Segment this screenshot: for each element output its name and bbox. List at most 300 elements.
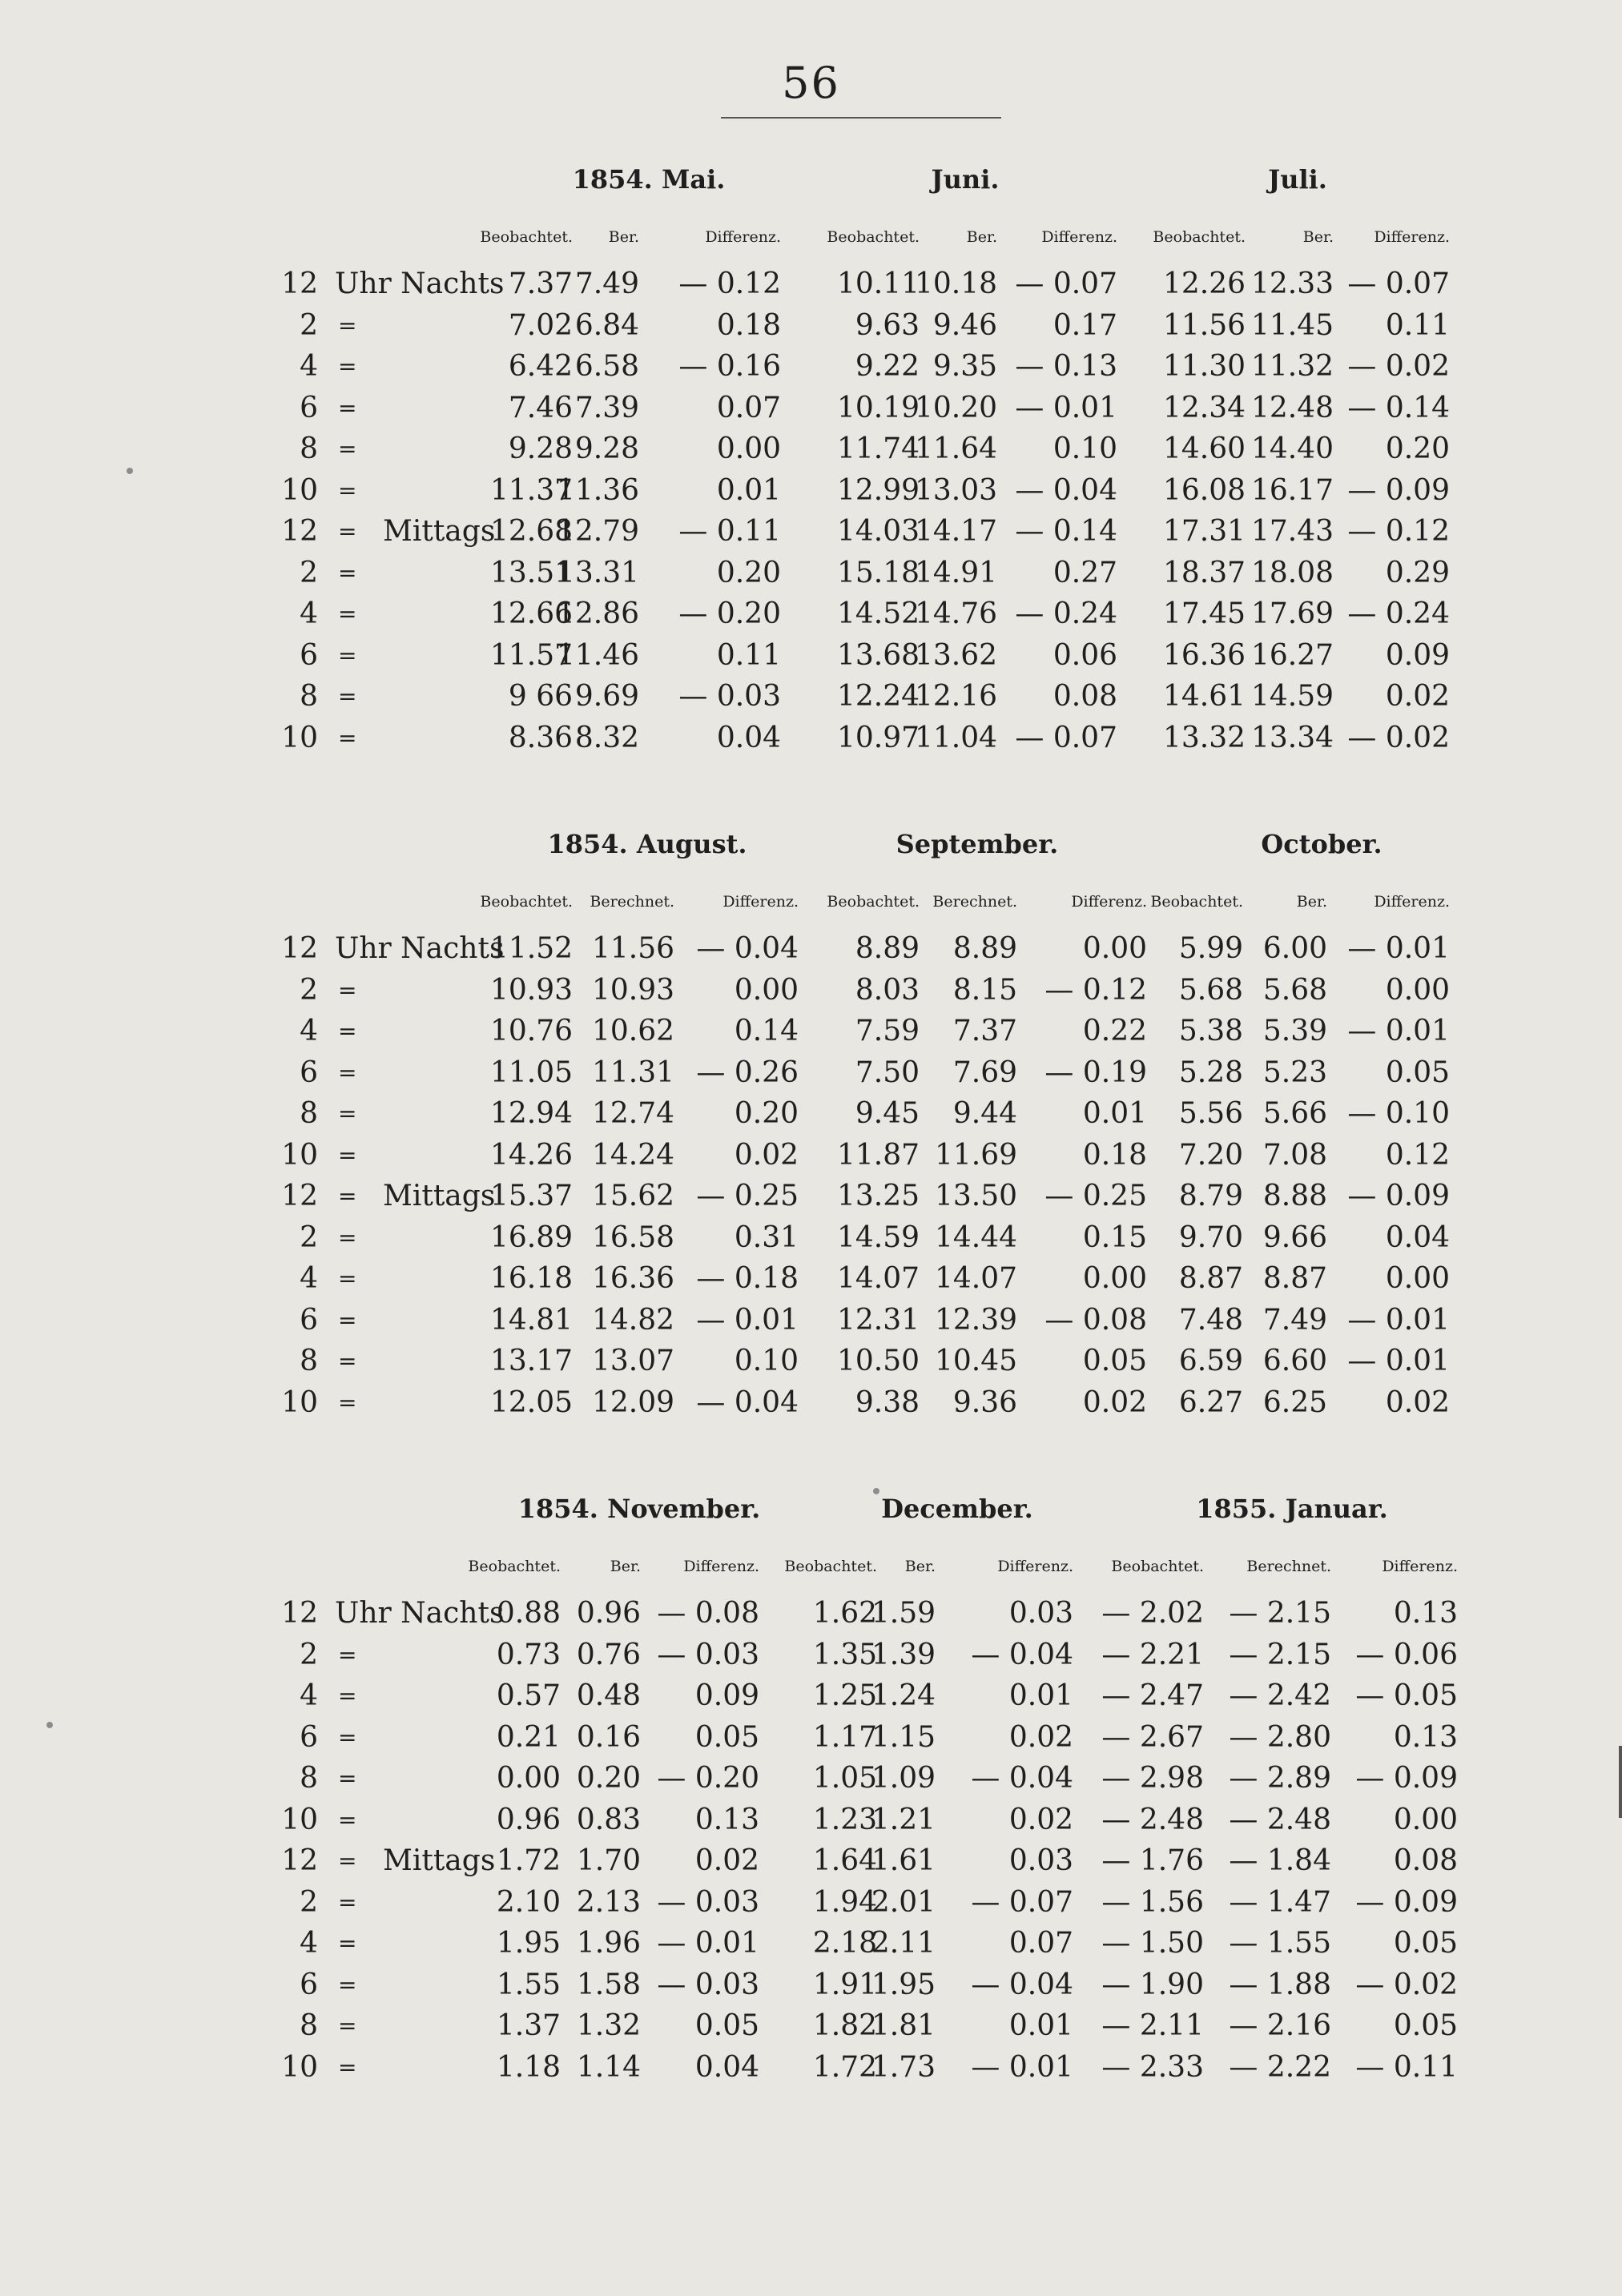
table-row [0,1053,1622,1095]
cell-obs: 1.05 [812,1762,877,1795]
cell-obs: 12.26 [1162,267,1246,300]
cell-ber: 5.66 [1262,1097,1327,1130]
hour-label: 10 [281,2050,318,2084]
cell-obs: — 2.48 [1101,1803,1204,1836]
table-row [0,264,1622,306]
cell-obs: — 2.47 [1101,1679,1204,1712]
cell-obs: 5.38 [1178,1015,1243,1047]
cell-obs: 15.37 [489,1180,573,1212]
cell-diff: 0.11 [716,638,781,672]
cell-ber: 1.70 [576,1844,641,1877]
cell-obs: — 2.11 [1101,2009,1204,2042]
cell-diff: 0.14 [734,1015,799,1047]
table-row [0,1841,1622,1883]
cell-ber: 14.59 [1250,680,1334,713]
cell-obs: 6.27 [1178,1385,1243,1419]
cell-diff: 0.07 [1008,1927,1073,1960]
ditto-mark: = [338,476,357,504]
cell-diff: — 0.12 [1347,515,1450,548]
ditto-mark: = [338,1183,357,1209]
speck-mark [127,468,133,474]
cell-diff: — 0.20 [657,1762,759,1795]
cell-ber: 6.84 [574,308,639,342]
cell-diff: — 0.24 [1347,597,1450,630]
cell-diff: — 0.01 [1347,1303,1450,1337]
cell-obs: 13.32 [1162,721,1246,754]
cell-diff: 0.01 [1082,1097,1147,1130]
cell-ber: 7.37 [952,1015,1017,1047]
cell-obs: 7.50 [855,1056,920,1089]
hour-label: 6 [300,1056,318,1089]
cell-diff: — 0.01 [657,1927,759,1960]
cell-ber: 13.07 [591,1345,674,1377]
hour-label: 6 [300,1720,318,1754]
month-heading: 1854. Mai. [572,164,726,195]
cell-diff: — 0.20 [678,597,781,630]
cell-diff: — 0.03 [657,1968,759,2001]
hour-label: 4 [300,1262,318,1295]
hour-label: 6 [300,391,318,424]
cell-obs: 9.28 [508,432,573,465]
column-header-ber: Berechnet. [1246,1558,1331,1575]
cell-diff: — 0.04 [696,932,799,965]
cell-diff: 0.05 [694,2009,759,2042]
column-header-obs: Beobachtet. [1150,893,1243,911]
cell-diff: 0.09 [1385,638,1450,672]
column-header-ber: Ber. [1302,228,1334,246]
cell-ber: 18.08 [1250,556,1334,589]
table-row [0,1594,1622,1635]
cell-diff: 0.10 [1052,432,1117,465]
cell-obs: 13.17 [489,1345,573,1377]
cell-ber: 9.46 [932,308,997,342]
cell-diff: 0.02 [1082,1385,1147,1419]
cell-obs: 8.87 [1178,1262,1243,1295]
cell-obs: 9.70 [1178,1220,1243,1254]
cell-obs: 0.73 [496,1638,561,1671]
cell-ber: 10.20 [914,391,997,424]
cell-ber: 7.39 [574,391,639,424]
cell-diff: 0.05 [1082,1345,1147,1377]
cell-ber: 12.48 [1250,391,1334,424]
cell-diff: — 0.04 [1015,473,1117,507]
mittags-label: Mittags [383,1180,496,1212]
ditto-mark: = [338,1389,357,1416]
cell-diff: 0.08 [1393,1844,1458,1877]
cell-obs: 17.45 [1162,597,1246,630]
cell-ber: 0.96 [576,1597,641,1630]
cell-obs: 13.68 [836,638,920,672]
month-heading: 1854. November. [517,1494,761,1524]
cell-ber: 17.43 [1250,515,1334,548]
table-row [0,1259,1622,1301]
cell-ber: 16.17 [1250,473,1334,507]
cell-diff: — 0.18 [696,1262,799,1295]
cell-diff: 0.18 [1082,1138,1147,1172]
cell-ber: 12.79 [556,515,639,548]
column-header-diff: Differenz. [1374,228,1450,246]
cell-ber: 7.69 [952,1056,1017,1089]
cell-obs: 1.95 [496,1927,561,1960]
cell-ber: 1.24 [871,1679,936,1712]
cell-obs: — 2.21 [1101,1638,1204,1671]
cell-obs: 9 66 [508,680,573,713]
cell-diff: — 0.25 [696,1180,799,1212]
cell-ber: 0.48 [576,1679,641,1712]
column-header-diff: Differenz. [683,1558,759,1575]
table-row [0,1094,1622,1136]
column-header-obs: Beobachtet. [1153,228,1246,246]
cell-ber: 1.14 [576,2050,641,2084]
cell-diff: — 0.07 [971,1885,1073,1919]
cell-diff: — 0.14 [1015,515,1117,548]
cell-ber: 1.73 [871,2050,936,2084]
cell-ber: 16.27 [1250,638,1334,672]
cell-obs: 16.89 [489,1220,573,1254]
cell-diff: — 0.04 [971,1968,1073,2001]
cell-ber: — 1.84 [1229,1844,1331,1877]
cell-ber: 6.25 [1262,1385,1327,1419]
cell-ber: 14.91 [914,556,997,589]
cell-ber: 12.39 [934,1303,1017,1337]
cell-ber: 11.56 [591,932,674,965]
column-header-diff: Differenz. [722,893,799,911]
cell-diff: 0.13 [1393,1597,1458,1630]
ditto-mark: = [338,1141,357,1168]
cell-diff: — 0.02 [1355,1968,1458,2001]
cell-diff: — 0.04 [696,1385,799,1419]
month-heading: October. [1261,829,1383,859]
column-header-diff: Differenz. [705,228,781,246]
cell-diff: — 0.04 [971,1638,1073,1671]
ditto-mark: = [338,2013,357,2039]
cell-ber: — 1.55 [1229,1927,1331,1960]
hour-label: 4 [300,1015,318,1047]
cell-ber: — 1.88 [1229,1968,1331,2001]
data-table [0,1594,1622,2089]
cell-ber: 8.89 [952,932,1017,965]
cell-obs: 7.37 [508,267,573,300]
ditto-mark: = [338,1100,357,1127]
month-heading: December. [881,1494,1033,1524]
cell-ber: 11.45 [1250,308,1334,342]
cell-ber: 6.60 [1262,1345,1327,1377]
month-heading: 1855. Januar. [1196,1494,1388,1524]
cell-ber: 12.09 [591,1385,674,1419]
cell-ber: 14.44 [934,1220,1017,1254]
cell-diff: — 0.01 [696,1303,799,1337]
column-header-obs: Beobachtet. [480,893,573,911]
cell-ber: 11.36 [556,473,639,507]
cell-diff: 0.15 [1082,1220,1147,1254]
cell-obs: 12.66 [489,597,573,630]
table-row [0,1136,1622,1177]
cell-diff: 0.00 [1082,932,1147,965]
column-header-obs: Beobachtet. [827,893,920,911]
table-row [0,512,1622,553]
cell-diff: — 0.11 [1355,2050,1458,2084]
cell-obs: 1.37 [496,2009,561,2042]
table-row [0,1176,1622,1218]
cell-ber: 9.28 [574,432,639,465]
cell-ber: 9.36 [952,1385,1017,1419]
cell-obs: 6.59 [1178,1345,1243,1377]
cell-obs: 10.19 [836,391,920,424]
cell-ber: 14.76 [914,597,997,630]
cell-obs: 10.93 [489,973,573,1007]
table-row [0,1800,1622,1842]
ditto-mark: = [338,1723,357,1751]
cell-diff: 0.09 [694,1679,759,1712]
cell-obs: 7.02 [508,308,573,342]
mittags-label: Mittags [383,1844,496,1877]
cell-obs: 16.36 [1162,638,1246,672]
cell-diff: 0.10 [734,1345,799,1377]
hour-label: 12 [281,1844,318,1877]
cell-obs: 1.17 [812,1720,877,1754]
cell-diff: 0.01 [716,473,781,507]
cell-obs: — 1.50 [1101,1927,1204,1960]
cell-obs: 11.52 [489,932,573,965]
cell-ber: — 2.15 [1229,1597,1331,1630]
cell-diff: — 0.13 [1015,350,1117,383]
cell-ber: 13.03 [914,473,997,507]
cell-obs: 2.10 [496,1885,561,1919]
cell-diff: — 0.01 [1015,391,1117,424]
cell-ber: — 2.89 [1229,1762,1331,1795]
cell-obs: — 2.67 [1101,1720,1204,1754]
hour-label: 8 [300,1097,318,1130]
hour-label: 2 [300,556,318,589]
hour-label: 12 [281,1597,318,1630]
cell-obs: 14.61 [1162,680,1246,713]
cell-ber: 1.59 [871,1597,936,1630]
cell-ber: — 2.22 [1229,2050,1331,2084]
table-row [0,929,1622,971]
cell-obs: 14.52 [836,597,920,630]
cell-obs: 10.76 [489,1015,573,1047]
cell-diff: 0.02 [1008,1720,1073,1754]
cell-ber: 5.39 [1262,1015,1327,1047]
cell-diff: 0.20 [1385,432,1450,465]
cell-diff: — 0.01 [1347,932,1450,965]
cell-diff: — 0.09 [1347,1180,1450,1212]
cell-diff: — 0.08 [657,1597,759,1630]
cell-ber: 10.62 [591,1015,674,1047]
cell-diff: 0.03 [1008,1597,1073,1630]
cell-ber: 8.87 [1262,1262,1327,1295]
hour-label: 8 [300,680,318,713]
cell-obs: 0.88 [496,1597,561,1630]
cell-ber: 7.08 [1262,1138,1327,1172]
cell-ber: 10.93 [591,973,674,1007]
cell-obs: 11.37 [489,473,573,507]
cell-diff: — 0.09 [1355,1762,1458,1795]
speck-mark [873,1488,879,1494]
ditto-mark: = [338,559,357,586]
column-header-ber: Ber. [904,1558,936,1575]
cell-obs: 10.50 [836,1345,920,1377]
hour-label: 10 [281,1385,318,1419]
ditto-mark: = [338,353,357,380]
cell-obs: 11.30 [1162,350,1246,383]
cell-obs: — 2.98 [1101,1762,1204,1795]
cell-ber: 9.44 [952,1097,1017,1130]
column-header-ber: Ber. [1296,893,1327,911]
cell-diff: — 0.04 [971,1762,1073,1795]
ditto-mark: = [338,1848,357,1874]
cell-obs: 12.99 [836,473,920,507]
cell-obs: — 1.76 [1101,1844,1204,1877]
cell-diff: 0.00 [1393,1803,1458,1836]
hour-label: 12 [281,267,318,300]
hour-label: 2 [300,1638,318,1671]
cell-obs: 9.63 [855,308,920,342]
cell-ber: 0.83 [576,1803,641,1836]
cell-diff: 0.03 [1008,1844,1073,1877]
nachts-label: Uhr Nachts [335,932,505,965]
table-row [0,1759,1622,1800]
hour-label: 8 [300,1345,318,1377]
cell-ber: 14.17 [914,515,997,548]
table-row [0,1383,1622,1425]
table-row [0,636,1622,678]
cell-ber: — 2.48 [1229,1803,1331,1836]
column-header-diff: Differenz. [1041,228,1117,246]
hour-label: 10 [281,721,318,754]
cell-ber: 2.13 [576,1885,641,1919]
cell-ber: 5.23 [1262,1056,1327,1089]
hour-label: 2 [300,973,318,1007]
cell-ber: 14.07 [934,1262,1017,1295]
cell-diff: 0.29 [1385,556,1450,589]
cell-obs: 12.68 [489,515,573,548]
month-heading: 1854. August. [547,829,747,859]
month-heading: September. [896,829,1059,859]
column-header-ber: Ber. [610,1558,641,1575]
cell-obs: 7.46 [508,391,573,424]
cell-diff: — 0.03 [657,1885,759,1919]
cell-obs: 9.38 [855,1385,920,1419]
cell-ber: 1.96 [576,1927,641,1960]
nachts-label: Uhr Nachts [335,1597,505,1630]
cell-ber: 9.69 [574,680,639,713]
cell-ber: — 1.47 [1229,1885,1331,1919]
cell-diff: 0.00 [734,973,799,1007]
cell-ber: 7.49 [574,267,639,300]
cell-ber: — 2.42 [1229,1679,1331,1712]
cell-ber: 16.36 [591,1262,674,1295]
cell-diff: — 0.19 [1044,1056,1147,1089]
cell-diff: — 0.05 [1355,1679,1458,1712]
cell-diff: 0.22 [1082,1015,1147,1047]
cell-ber: 14.40 [1250,432,1334,465]
cell-obs: 8.79 [1178,1180,1243,1212]
cell-diff: 0.04 [716,721,781,754]
cell-obs: 9.22 [855,350,920,383]
table-row [0,471,1622,513]
cell-obs: 0.96 [496,1803,561,1836]
mittags-label: Mittags [383,515,496,548]
cell-ber: 13.50 [934,1180,1017,1212]
column-header-obs: Beobachtet. [468,1558,561,1575]
hour-label: 6 [300,1303,318,1337]
cell-obs: 8.36 [508,721,573,754]
cell-diff: 0.00 [716,432,781,465]
ditto-mark: = [338,1641,357,1668]
page-edge-mark [1619,1746,1622,1818]
cell-diff: — 0.01 [1347,1345,1450,1377]
cell-obs: — 1.90 [1101,1968,1204,2001]
cell-ber: 12.86 [556,597,639,630]
cell-diff: — 0.08 [1044,1303,1147,1337]
table-row [0,553,1622,595]
cell-diff: 0.00 [1082,1262,1147,1295]
cell-ber: 1.95 [871,1968,936,2001]
cell-obs: 11.56 [1162,308,1246,342]
cell-ber: 8.88 [1262,1180,1327,1212]
table-row [0,2006,1622,2048]
column-header-diff: Differenz. [1374,893,1450,911]
column-header-obs: Beobachtet. [827,228,920,246]
cell-diff: — 0.06 [1355,1638,1458,1671]
cell-diff: 0.27 [1052,556,1117,589]
cell-diff: — 0.07 [1015,267,1117,300]
cell-ber: 1.15 [871,1720,936,1754]
cell-obs: 1.91 [812,1968,877,2001]
hour-label: 4 [300,597,318,630]
cell-ber: 12.74 [591,1097,674,1130]
cell-ber: 17.69 [1250,597,1334,630]
cell-ber: 14.82 [591,1303,674,1337]
column-header-diff: Differenz. [1382,1558,1458,1575]
cell-ber: 1.61 [871,1844,936,1877]
table-row [0,1301,1622,1342]
cell-ber: 0.20 [576,1762,641,1795]
cell-ber: 12.33 [1250,267,1334,300]
cell-obs: 12.31 [836,1303,920,1337]
cell-obs: 10.97 [836,721,920,754]
hour-label: 12 [281,1180,318,1212]
table-row [0,677,1622,718]
cell-diff: 0.02 [1385,680,1450,713]
cell-diff: — 0.07 [1015,721,1117,754]
cell-obs: 8.89 [855,932,920,965]
hour-label: 4 [300,1927,318,1960]
cell-obs: 5.56 [1178,1097,1243,1130]
table-row [0,1218,1622,1260]
ditto-mark: = [338,683,357,710]
month-heading: Juli. [1268,164,1327,195]
cell-ber: 1.21 [871,1803,936,1836]
cell-ber: — 2.16 [1229,2009,1331,2042]
cell-obs: 14.59 [836,1220,920,1254]
cell-obs: 11.05 [489,1056,573,1089]
cell-ber: 5.68 [1262,973,1327,1007]
cell-ber: 1.32 [576,2009,641,2042]
cell-obs: 12.24 [836,680,920,713]
table-row [0,594,1622,636]
cell-diff: — 0.16 [678,350,781,383]
cell-obs: — 2.02 [1101,1597,1204,1630]
ditto-mark: = [338,724,357,751]
cell-obs: 11.74 [836,432,920,465]
table-row [0,429,1622,471]
cell-ber: 11.31 [591,1056,674,1089]
cell-ber: 1.09 [871,1762,936,1795]
cell-ber: 12.16 [914,680,997,713]
cell-diff: 0.17 [1052,308,1117,342]
